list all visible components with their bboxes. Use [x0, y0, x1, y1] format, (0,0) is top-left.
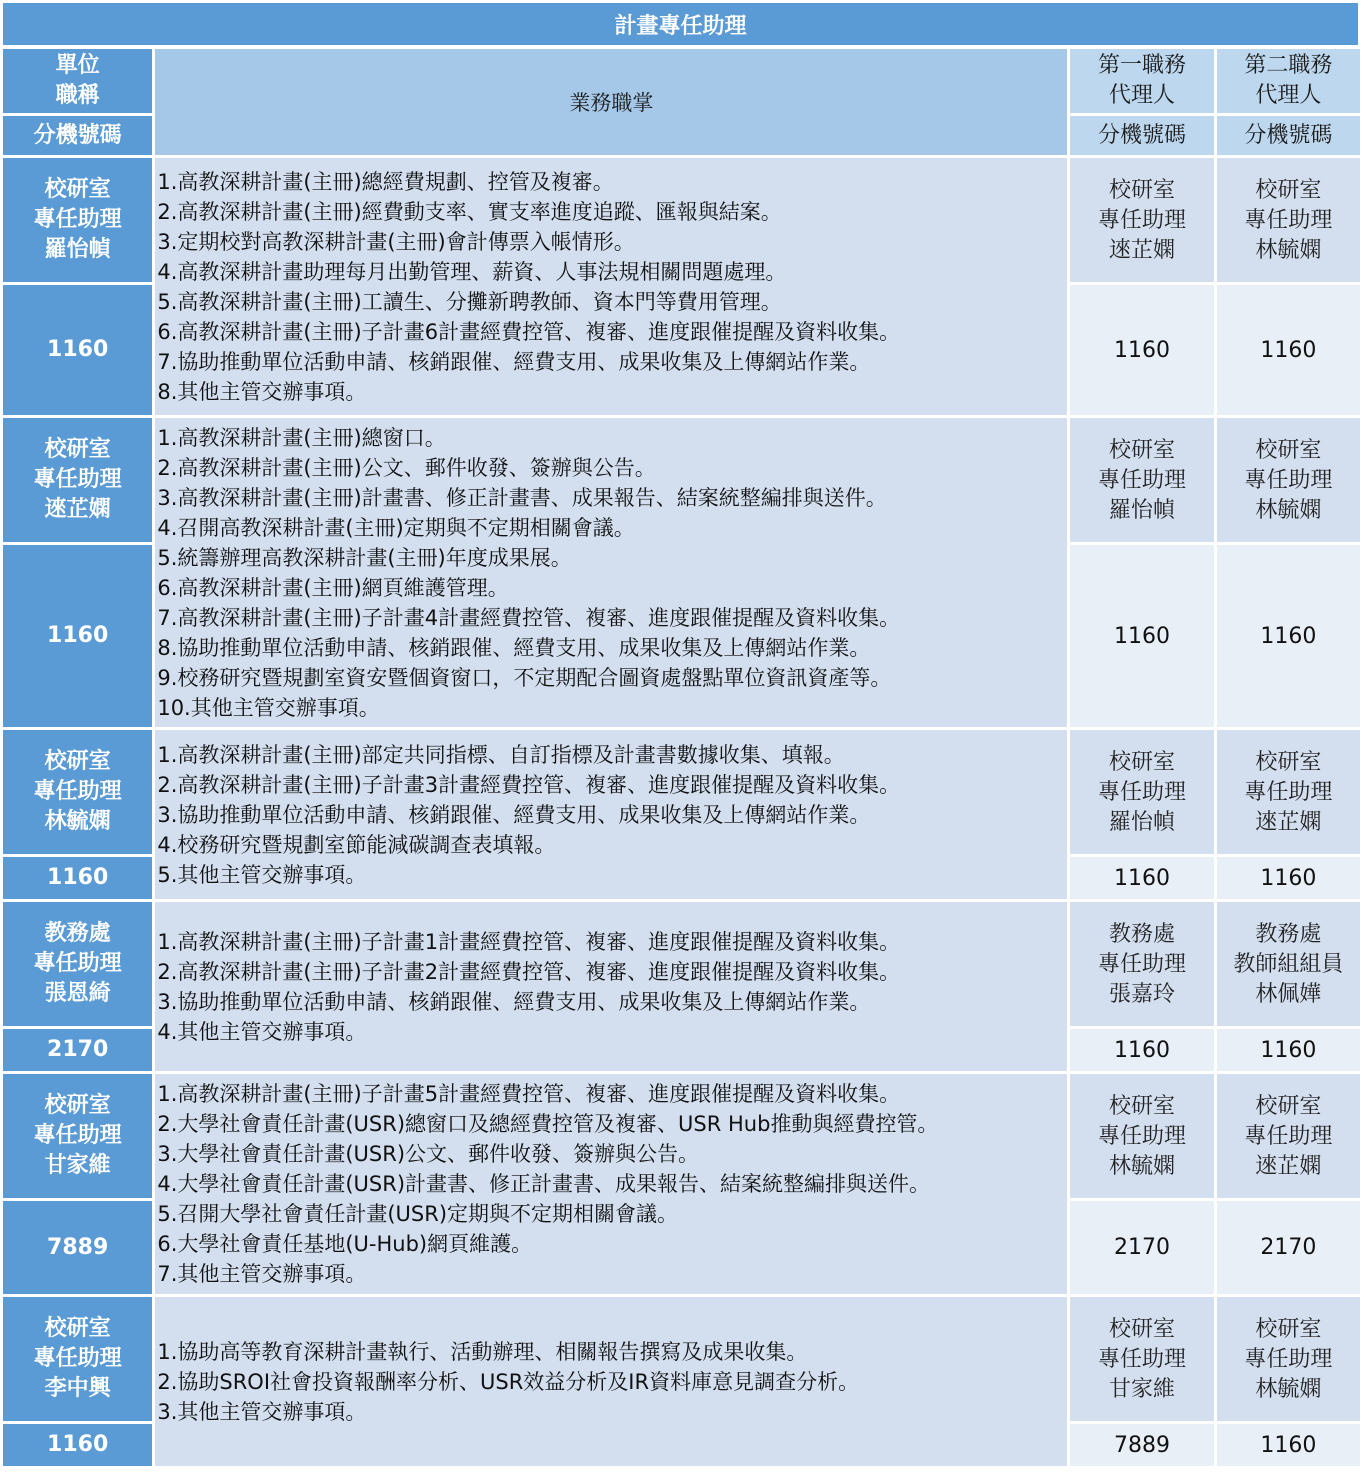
person-ext: 1160: [3, 285, 152, 415]
agent-block: [1070, 1074, 1213, 1182]
duty-item: 6.高教深耕計畫(主冊)網頁維護管理。: [157, 575, 509, 600]
duty-item: 3.協助推動單位活動申請、核銷跟催、經費支用、成果收集及上傳網站作業。: [157, 802, 871, 827]
duty-item: 6.高教深耕計畫(主冊)子計畫6計畫經費控管、複審、進度跟催提醒及資料收集。: [157, 319, 901, 344]
duty-item: 8.其他主管交辦事項。: [157, 379, 367, 404]
second-agent-ext: 1160: [1217, 285, 1360, 415]
agent-line: 專任助理: [1097, 468, 1186, 493]
duties-cell: [155, 158, 1067, 415]
duty-item: 5.統籌辦理高教深耕計畫(主冊)年度成果展。: [157, 545, 572, 570]
duty-item: 2.高教深耕計畫(主冊)經費動支率、實支率進度追蹤、匯報與結案。: [157, 199, 782, 224]
first-agent-cell: [1070, 1074, 1213, 1198]
agent-line: 校研室: [1108, 1317, 1175, 1342]
second-agent-cell: [1217, 418, 1360, 542]
agent-line: 林佩嬅: [1255, 982, 1322, 1007]
agent-block: [1217, 158, 1360, 266]
first-agent-ext: 7889: [1070, 1424, 1213, 1466]
agent-line: 校研室: [1255, 750, 1322, 775]
first-agent-ext: 1160: [1070, 1029, 1213, 1071]
duties-cell: [155, 1074, 1067, 1294]
person-row: [3, 418, 1360, 542]
duty-item: 1.高教深耕計畫(主冊)總窗口。: [157, 425, 446, 450]
duty-item: 1.協助高等教育深耕計畫執行、活動辦理、相關報告撰寫及成果收集。: [157, 1339, 808, 1364]
duty-item: 1.高教深耕計畫(主冊)總經費規劃、控管及複審。: [157, 169, 614, 194]
duty-item: 1.高教深耕計畫(主冊)子計畫5計畫經費控管、複審、進度跟催提醒及資料收集。: [157, 1082, 901, 1106]
person-ext: 1160: [3, 545, 152, 727]
agent-block: [1070, 902, 1213, 1010]
agent-line: 張嘉玲: [1108, 982, 1175, 1007]
second-agent-ext: 1160: [1217, 857, 1360, 899]
agent-line: 林毓嫻: [1108, 1154, 1175, 1179]
duty-item: 7.高教深耕計畫(主冊)子計畫4計畫經費控管、複審、進度跟催提醒及資料收集。: [157, 605, 901, 630]
first-agent-cell: [1070, 418, 1213, 542]
duty-item: 6.大學社會責任基地(U-Hub)網頁維護。: [157, 1232, 533, 1256]
agent-line: 林毓嫻: [1255, 238, 1322, 263]
header-duties: 業務職掌: [155, 49, 1067, 155]
person-unit: 校研室: [44, 749, 111, 774]
agent-line: 專任助理: [1097, 1347, 1186, 1372]
person-name: 逨芷嫻: [44, 497, 111, 522]
header-first-agent: [1070, 49, 1213, 113]
duty-item: 2.高教深耕計畫(主冊)子計畫2計畫經費控管、複審、進度跟催提醒及資料收集。: [157, 959, 901, 984]
duty-item: 1.高教深耕計畫(主冊)子計畫1計畫經費控管、複審、進度跟催提醒及資料收集。: [157, 929, 901, 954]
second-agent-cell: [1217, 158, 1360, 282]
duty-item: 2.協助SROI社會投資報酬率分析、USR效益分析及IR資料庫意見調查分析。: [157, 1369, 860, 1394]
first-agent-ext: 2170: [1070, 1201, 1213, 1294]
header-first-ext: 分機號碼: [1070, 116, 1213, 155]
duty-item: 8.協助推動單位活動申請、核銷跟催、經費支用、成果收集及上傳網站作業。: [157, 635, 871, 660]
person-cell: [3, 158, 152, 282]
header-unit: 單位: [55, 53, 100, 78]
duty-item: 3.定期校對高教深耕計畫(主冊)會計傳票入帳情形。: [157, 229, 635, 254]
duty-item: 4.大學社會責任計畫(USR)計畫書、修正計畫書、成果報告、結案統整編排與送件。: [157, 1172, 931, 1196]
agent-line: 專任助理: [1097, 208, 1186, 233]
duty-item: 3.高教深耕計畫(主冊)計畫書、修正計畫書、成果報告、結案統整編排與送件。: [157, 485, 887, 510]
duty-item: 4.校務研究暨規劃室節能減碳調查表填報。: [157, 832, 556, 857]
person-cell: [3, 730, 152, 854]
second-agent-ext: 1160: [1217, 1029, 1360, 1071]
first-agent-ext: 1160: [1070, 857, 1213, 899]
agent-line: 專任助理: [1244, 1124, 1333, 1149]
person-title: 專任助理: [33, 1346, 122, 1371]
header-first-agent-line1: 第一職務: [1097, 53, 1186, 78]
person-cell: [3, 902, 152, 1026]
duty-item: 4.召開高教深耕計畫(主冊)定期與不定期相關會議。: [157, 515, 635, 540]
agent-line: 校研室: [1255, 1094, 1322, 1119]
person-ext: 1160: [3, 1424, 152, 1466]
header-unit-title: [3, 49, 152, 113]
agent-line: 林毓嫻: [1255, 498, 1322, 523]
duty-item: 7.其他主管交辦事項。: [157, 1262, 367, 1286]
agent-line: 專任助理: [1244, 208, 1333, 233]
second-agent-ext: 1160: [1217, 1424, 1360, 1466]
person-ext: 2170: [3, 1029, 152, 1071]
agent-line: 校研室: [1108, 750, 1175, 775]
agent-line: 林毓嫻: [1255, 1377, 1322, 1402]
person-unit: 教務處: [44, 921, 111, 946]
duty-item: 2.高教深耕計畫(主冊)子計畫3計畫經費控管、複審、進度跟催提醒及資料收集。: [157, 772, 901, 797]
second-agent-ext: 1160: [1217, 545, 1360, 727]
person-name: 張恩綺: [44, 981, 111, 1006]
header-second-ext: 分機號碼: [1217, 116, 1360, 155]
first-agent-cell: [1070, 158, 1213, 282]
duty-item: 3.大學社會責任計畫(USR)公文、郵件收發、簽辦與公告。: [157, 1142, 700, 1166]
first-agent-cell: [1070, 1297, 1213, 1421]
agent-line: 專任助理: [1097, 780, 1186, 805]
agent-line: 專任助理: [1097, 1124, 1186, 1149]
agent-line: 逨芷嫻: [1108, 238, 1175, 263]
agent-block: [1070, 158, 1213, 266]
duty-item: 5.高教深耕計畫(主冊)工讀生、分攤新聘教師、資本門等費用管理。: [157, 289, 782, 314]
first-agent-ext: 1160: [1070, 285, 1213, 415]
duty-item: 4.高教深耕計畫助理每月出勤管理、薪資、人事法規相關問題處理。: [157, 259, 787, 284]
agent-line: 專任助理: [1244, 1347, 1333, 1372]
agent-line: 校研室: [1255, 1317, 1322, 1342]
second-agent-cell: [1217, 1297, 1360, 1421]
header-first-agent-line2: 代理人: [1108, 83, 1175, 108]
duty-item: 3.其他主管交辦事項。: [157, 1399, 367, 1424]
first-agent-cell: [1070, 730, 1213, 854]
second-agent-cell: [1217, 730, 1360, 854]
duty-item: 4.其他主管交辦事項。: [157, 1019, 367, 1044]
agent-block: [1070, 418, 1213, 526]
agent-line: 校研室: [1108, 438, 1175, 463]
second-agent-cell: [1217, 902, 1360, 1026]
assistant-table: [0, 46, 1363, 1469]
person-unit: 校研室: [44, 437, 111, 462]
person-title: 專任助理: [33, 1123, 122, 1148]
agent-block: [1070, 730, 1213, 838]
duty-item: 5.召開大學社會責任計畫(USR)定期與不定期相關會議。: [157, 1202, 679, 1226]
duty-item: 9.校務研究暨規劃室資安暨個資窗口，不定期配合圖資處盤點單位資訊資產等。: [157, 665, 892, 690]
second-agent-cell: [1217, 1074, 1360, 1198]
duty-item: 5.其他主管交辦事項。: [157, 862, 367, 887]
agent-line: 校研室: [1255, 438, 1322, 463]
duties-cell: [155, 418, 1067, 727]
person-unit: 校研室: [44, 1316, 111, 1341]
first-agent-cell: [1070, 902, 1213, 1026]
duty-item: 2.高教深耕計畫(主冊)公文、郵件收發、簽辦與公告。: [157, 455, 656, 480]
agent-line: 羅怡幀: [1108, 498, 1175, 523]
agent-block: [1217, 418, 1360, 526]
duty-item: 10.其他主管交辦事項。: [157, 695, 380, 720]
agent-line: 甘家維: [1108, 1377, 1175, 1402]
duty-item: 7.協助推動單位活動申請、核銷跟催、經費支用、成果收集及上傳網站作業。: [157, 349, 871, 374]
person-name: 林毓嫻: [44, 809, 111, 834]
person-unit: 校研室: [44, 177, 111, 202]
duty-item: 2.大學社會責任計畫(USR)總窗口及總經費控管及複審、USR Hub推動與經費控管。: [157, 1112, 939, 1136]
first-agent-ext: 1160: [1070, 545, 1213, 727]
agent-block: [1217, 1074, 1360, 1182]
person-title: 專任助理: [33, 467, 122, 492]
agent-line: 校研室: [1108, 1094, 1175, 1119]
duty-item: 3.協助推動單位活動申請、核銷跟催、經費支用、成果收集及上傳網站作業。: [157, 989, 871, 1014]
person-row: [3, 902, 1360, 1026]
agent-block: [1070, 1297, 1213, 1405]
table-title: 計畫專任助理: [3, 3, 1358, 45]
duty-item: 1.高教深耕計畫(主冊)部定共同指標、自訂指標及計畫書數據收集、填報。: [157, 742, 845, 767]
agent-block: [1217, 1297, 1360, 1405]
agent-line: 校研室: [1255, 178, 1322, 203]
header-row: [3, 49, 1360, 113]
agent-line: 專任助理: [1244, 780, 1333, 805]
person-unit: 校研室: [44, 1093, 111, 1118]
header-title-label: 職稱: [55, 83, 100, 108]
person-title: 專任助理: [33, 779, 122, 804]
person-cell: [3, 1074, 152, 1198]
duties-cell: [155, 902, 1067, 1071]
header-second-agent-line2: 代理人: [1255, 83, 1322, 108]
agent-line: 逨芷嫻: [1255, 810, 1322, 835]
agent-line: 教師組組員: [1233, 952, 1344, 977]
person-ext: 1160: [3, 857, 152, 899]
duties-cell: [155, 1297, 1067, 1466]
agent-block: [1217, 902, 1360, 1010]
person-name: 甘家維: [44, 1153, 111, 1178]
agent-line: 教務處: [1255, 922, 1322, 947]
agent-line: 教務處: [1108, 922, 1175, 947]
header-second-agent-line1: 第二職務: [1244, 53, 1333, 78]
person-name: 李中興: [44, 1376, 111, 1401]
person-row: [3, 158, 1360, 282]
agent-line: 專任助理: [1097, 952, 1186, 977]
person-name: 羅怡幀: [44, 237, 111, 262]
person-row: [3, 1297, 1360, 1421]
person-ext: 7889: [3, 1201, 152, 1294]
header-ext: 分機號碼: [3, 116, 152, 155]
duties-cell: [155, 730, 1067, 899]
agent-line: 校研室: [1108, 178, 1175, 203]
person-cell: [3, 418, 152, 542]
person-row: [3, 730, 1360, 854]
person-title: 專任助理: [33, 951, 122, 976]
agent-line: 羅怡幀: [1108, 810, 1175, 835]
person-row: [3, 1074, 1360, 1198]
second-agent-ext: 2170: [1217, 1201, 1360, 1294]
agent-line: 逨芷嫻: [1255, 1154, 1322, 1179]
header-second-agent: [1217, 49, 1360, 113]
person-cell: [3, 1297, 152, 1421]
agent-block: [1217, 730, 1360, 838]
person-title: 專任助理: [33, 207, 122, 232]
agent-line: 專任助理: [1244, 468, 1333, 493]
